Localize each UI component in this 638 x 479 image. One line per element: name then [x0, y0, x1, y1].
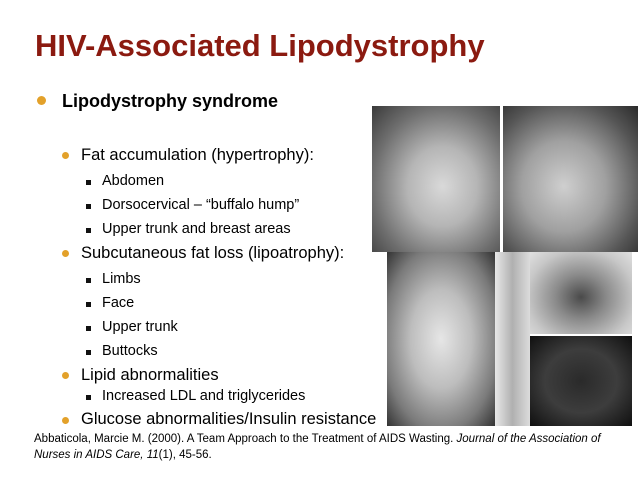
- bullet-fat-loss: Subcutaneous fat loss (lipoatrophy):: [81, 244, 345, 262]
- citation-journal: Journal of the Association of Nurses in AIDS Care, 11: [34, 433, 601, 461]
- bullet-dot-icon: [62, 417, 69, 424]
- bullet-fat-accumulation: Fat accumulation (hypertrophy):: [81, 146, 314, 164]
- bullet-dot-icon: [37, 96, 46, 105]
- bullet-face: Face: [102, 295, 135, 311]
- photo-facial-wasting: [530, 336, 632, 426]
- square-bullet-icon: [86, 350, 91, 355]
- square-bullet-icon: [86, 302, 91, 307]
- square-bullet-icon: [86, 180, 91, 185]
- bullet-dot-icon: [62, 372, 69, 379]
- clinical-photo-collage: [372, 106, 638, 426]
- photo-buttocks-lipoatrophy: [530, 252, 632, 334]
- bullet-dorsocervical: Dorsocervical – “buffalo hump”: [102, 197, 300, 213]
- photo-face-lipoatrophy: [503, 106, 638, 252]
- bullet-upper-trunk-breast: Upper trunk and breast areas: [102, 221, 291, 237]
- bullet-abdomen: Abdomen: [102, 173, 165, 189]
- bullet-glucose-abnormalities: Glucose abnormalities/Insulin resistance: [81, 410, 377, 428]
- square-bullet-icon: [86, 278, 91, 283]
- slide-title: HIV-Associated Lipodystrophy: [35, 28, 485, 63]
- photo-leg-lipoatrophy: [495, 252, 530, 426]
- bullet-limbs: Limbs: [102, 271, 141, 287]
- photo-buffalo-hump: [372, 106, 500, 252]
- bullet-buttocks: Buttocks: [102, 343, 158, 359]
- citation-authors: Abbaticola, Marcie M. (2000). A Team Approach to the Treatment of AIDS Wasting.: [34, 433, 454, 445]
- square-bullet-icon: [86, 326, 91, 331]
- bullet-dot-icon: [62, 250, 69, 257]
- bullet-lipid-abnormalities: Lipid abnormalities: [81, 366, 219, 384]
- bullet-upper-trunk: Upper trunk: [102, 319, 178, 335]
- citation: [34, 431, 624, 463]
- square-bullet-icon: [86, 228, 91, 233]
- bullet-increased-ldl: Increased LDL and triglycerides: [102, 388, 306, 404]
- photo-abdominal-obesity: [387, 252, 495, 426]
- bullet-dot-icon: [62, 152, 69, 159]
- square-bullet-icon: [86, 395, 91, 400]
- citation-issue: (1), 45-56.: [158, 449, 212, 461]
- square-bullet-icon: [86, 204, 91, 209]
- bullet-lipodystrophy-syndrome: Lipodystrophy syndrome: [62, 91, 279, 111]
